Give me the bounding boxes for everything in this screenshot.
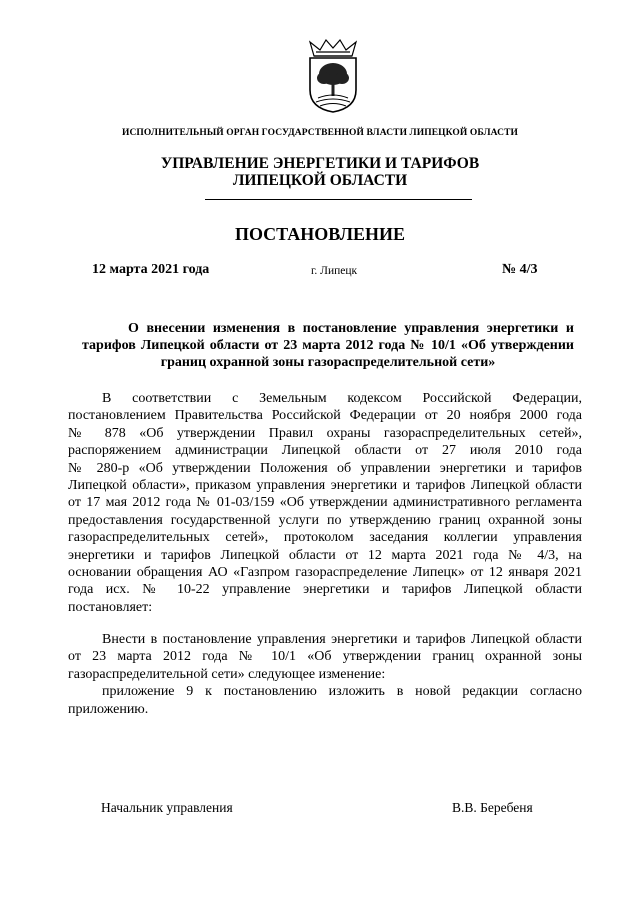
resolution-line: Внести в постановление управления энергетики и тарифов Липецкой области bbox=[102, 632, 582, 647]
department-line-1: УПРАВЛЕНИЕ ЭНЕРГЕТИКИ И ТАРИФОВ bbox=[160, 155, 480, 172]
department-line-2: ЛИПЕЦКОЙ ОБЛАСТИ bbox=[232, 172, 408, 189]
resolution-paragraph bbox=[68, 631, 582, 718]
subject-line: тарифов Липецкой области от 23 марта 2012 года № 10/1 «Об утверждении bbox=[82, 338, 574, 353]
department-name bbox=[0, 155, 640, 189]
preamble-paragraph bbox=[68, 390, 582, 616]
preamble-line: предоставления государственной услуги по утверждению границ охранной зоны bbox=[68, 512, 582, 528]
preamble-line: энергетики и тарифов Липецкой области от 12 марта 2021 года № 4/3, на bbox=[68, 547, 582, 563]
document-type-title: ПОСТАНОВЛЕНИЕ bbox=[234, 224, 406, 244]
preamble-line: года исх. № 10-22 управление энергетики и тарифов Липецкой области bbox=[68, 582, 582, 598]
subject-line: границ охранной зоны газораспределительной сети» bbox=[160, 355, 496, 370]
signatory-title: Начальник управления bbox=[101, 800, 233, 815]
resolution-line: от 23 марта 2012 года № 10/1 «Об утверждении границ охранной зоны bbox=[68, 649, 582, 665]
document-place: г. Липецк bbox=[311, 265, 358, 277]
preamble-line: основании обращения АО «Газпром газораспределение Липецк» от 12 января 2021 bbox=[68, 565, 582, 581]
preamble-line: газораспределительных сетей», протоколом заседания коллегии управления bbox=[68, 530, 582, 546]
resolution-line: приложение 9 к постановлению изложить в новой редакции согласно bbox=[102, 684, 582, 700]
preamble-line: постановляет: bbox=[68, 599, 153, 615]
document-subject bbox=[82, 320, 574, 371]
subject-line: О внесении изменения в постановление управления энергетики и bbox=[128, 321, 574, 336]
header-divider bbox=[205, 199, 472, 200]
authority-name: ИСПОЛНИТЕЛЬНЫЙ ОРГАН ГОСУДАРСТВЕННОЙ ВЛАСТИ ЛИПЕЦКОЙ ОБЛАСТИ bbox=[121, 128, 519, 138]
coat-of-arms-icon bbox=[302, 38, 364, 114]
resolution-line: газораспределительной сети» следующее изменение: bbox=[68, 666, 386, 682]
resolution-line: приложению. bbox=[68, 701, 149, 717]
preamble-line: Липецкой области», приказом управления энергетики и тарифов Липецкой области bbox=[68, 478, 582, 494]
preamble-line: В соответствии с Земельным кодексом Российской Федерации, bbox=[102, 391, 582, 406]
preamble-line: № 280-р «Об утверждении Положения об управлении энергетики и тарифов bbox=[68, 460, 582, 476]
preamble-line: № 878 «Об утверждении Правил охраны газораспределительных сетей», bbox=[68, 425, 582, 441]
preamble-line: постановлением Правительства Российской Федерации от 20 ноября 2000 года bbox=[68, 408, 582, 424]
signatory-name: В.В. Беребеня bbox=[452, 800, 533, 815]
preamble-line: распоряжением администрации Липецкой области от 27 июля 2010 года bbox=[68, 443, 582, 459]
document-number: № 4/3 bbox=[502, 262, 538, 277]
preamble-line: от 17 мая 2012 года № 01-03/159 «Об утверждении административного регламента bbox=[68, 495, 582, 511]
document-date: 12 марта 2021 года bbox=[92, 262, 210, 277]
